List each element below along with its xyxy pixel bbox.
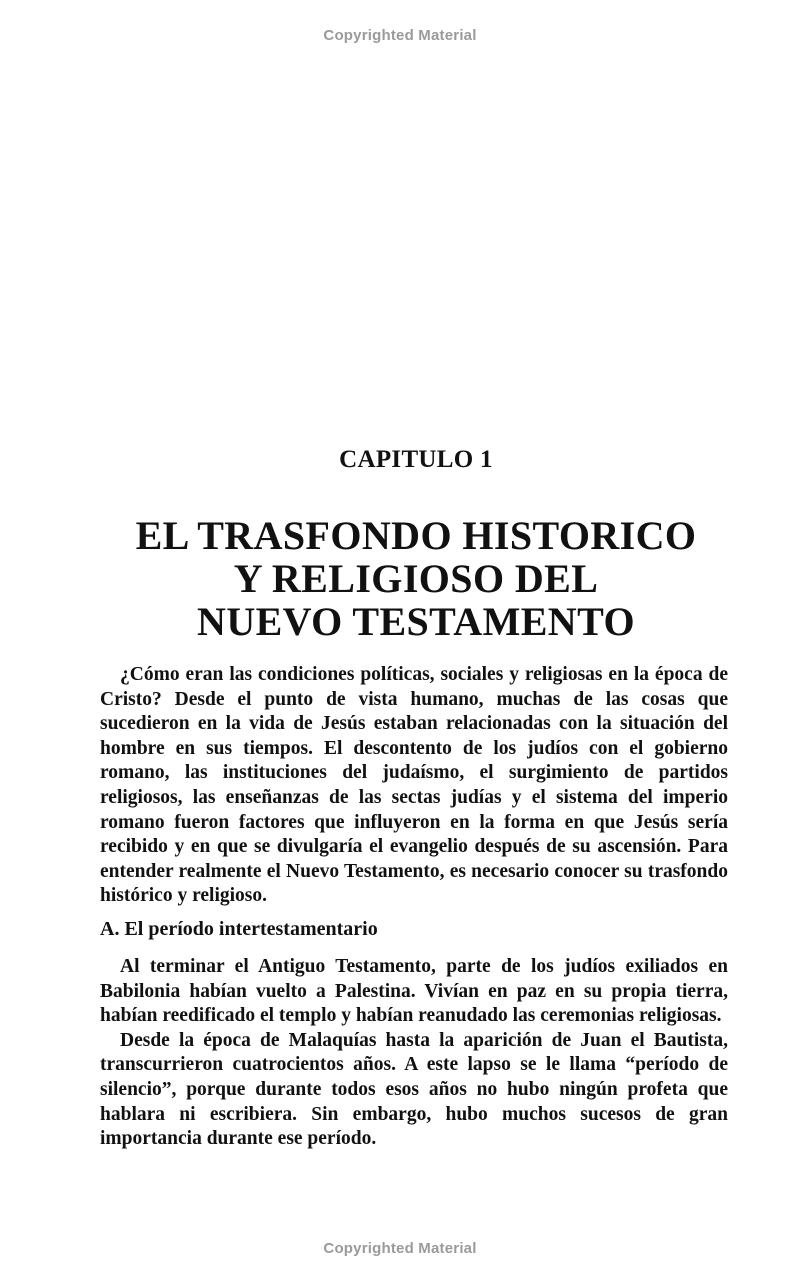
copyright-watermark-bottom: Copyrighted Material	[323, 1240, 477, 1257]
chapter-title-line-3: NUEVO TESTAMENTO	[197, 599, 635, 644]
chapter-title	[0, 514, 800, 643]
copyright-watermark-top: Copyrighted Material	[323, 27, 477, 44]
chapter-title-line-2: Y RELIGIOSO DEL	[233, 556, 599, 601]
section-heading: A. El período intertestamentario	[100, 918, 378, 940]
intro-section	[100, 663, 728, 909]
intertestamental-section	[100, 955, 728, 1152]
chapter-title-line-1: EL TRASFONDO HISTORICO	[135, 513, 697, 558]
section-paragraph-1: Al terminar el Antiguo Testamento, parte de los judíos exiliados en Babilonia habían vuelto a Palestina. Vivían en paz en su propia tierra, habían reedificado el templo y habían reanudado las ceremonias religiosas.	[100, 956, 728, 1027]
chapter-number: CAPITULO 1	[339, 446, 493, 473]
intro-paragraph: ¿Cómo eran las condiciones políticas, sociales y religiosas en la época de Cristo? Desde el punto de vista humano, muchas de las cosas que sucedieron en la vida de Jesús estaban relacionadas con la situación del hombre en sus tiempos. El descontento de los judíos con el gobierno romano, las instituciones del judaísmo, el surgimiento de partidos religiosos, las enseñanzas de las sectas judías y el sistema del imperio romano fueron factores que influyeron en la forma en que Jesús sería recibido y en que se divulgaría el evangelio después de su ascensión. Para entender realmente el Nuevo Testamento, es necesario conocer su trasfondo histórico y religioso.	[100, 664, 728, 907]
section-paragraph-2: Desde la época de Malaquías hasta la aparición de Juan el Bautista, transcurrieron cuatrocientos años. A este lapso se le llama “período de silencio”, porque durante todos esos años no hubo ningún profeta que hablara ni escribiera. Sin embargo, hubo muchos sucesos de gran importancia durante ese período.	[100, 1029, 728, 1150]
